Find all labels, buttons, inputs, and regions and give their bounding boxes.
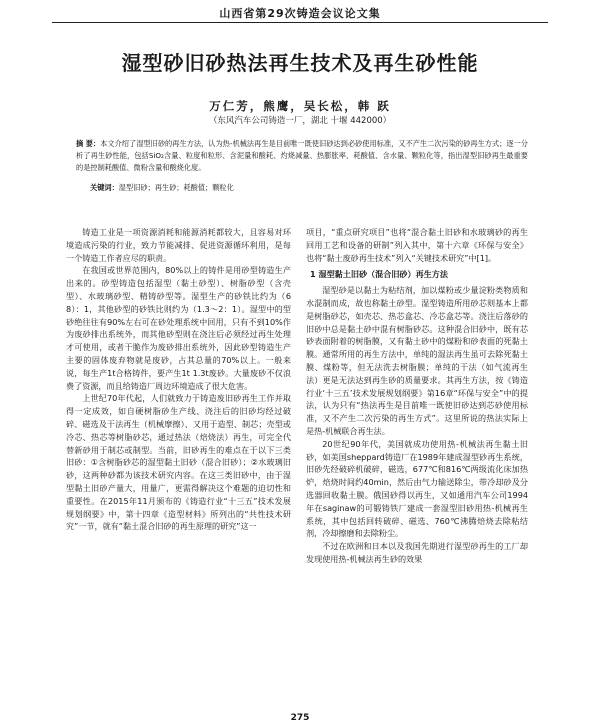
paragraph: 湿型砂是以黏土为粘结剂，加以煤粉或少量淀粉类物质和水混制而成，故也称黏土砂型。湿型铸造所用砂芯则基本上都是树脂砂芯，如壳芯、热芯盒芯、冷芯盒芯等。浇注后落砂的旧砂中总是黏土砂中混有树脂砂芯。这种混合旧砂中，既有芯砂表面附着的树脂膜，又有黏土砂中的煤粉和砂表面的死黏土膜。通常所用的再生方法中，单纯的湿法再生虽可去除死黏土膜、煤粉等，但无法洗去树脂膜；单纯的干法（如气流再生法）更是无法达到再生砂的质量要求。其再生方法，按《铸造行业‘十三五’技术发展规划纲要》第16章“环保与安全”中的提法，认为只有“热法再生是目前唯一既使旧砂达到芯砂使用标准，又不产生二次污染的再生方式”。这里所说的热法实际上是热-机械联合再生法。 <box>306 285 528 436</box>
header-rule <box>52 22 548 23</box>
keywords-label: 关键词： <box>90 183 119 192</box>
abstract-text: 本文介绍了湿型旧砂的再生方法，认为热-机械法再生是目前唯一既使旧砂达到必砂使用标准，又不产生二次污染的砂再生方式；逐一分析了再生砂性能，包括SiO₂含量、粒度和粒形、含泥量和酸耗、灼烧减量、热膨胀率、耗酸值、含水量、颗粒化等，指出湿型旧砂再生最重要的是控制耗酸值、微粉含量和酸烧化度。 <box>76 139 528 172</box>
left-column <box>66 226 291 533</box>
abstract <box>76 138 528 174</box>
paragraph: 上世纪70年代起，人们就致力于铸造废旧砂再生工作并取得一定成效，如自硬树脂砂生产线、浇注后的旧砂均经过破碎、磁选及干法再生（机械摩擦）、又用于造型、制芯；壳型或冷芯、热芯等树脂砂芯，通过热法（焙烧法）再生，可完全代替新砂用于制芯或制型。当前，旧砂再生的难点在于以下三类旧砂：①含树脂砂芯的湿型黏土旧砂（混合旧砂）；②水玻璃旧砂，这两种砂都为该技术研究内容。在这三类旧砂中，由于湿型黏土旧砂产量大，用量广，更需得解决这个难题的迫切性和重要性。在2015年11月颁布的《铸造行业“十三五”技术发展规划纲要》中，第十四章《造型材料》所列出的“共性技术研究”一节，就有“黏土混合旧砂的再生原理的研究”这一 <box>66 393 291 532</box>
paragraph: 20世纪90年代，美国就成功使用热-机械法再生黏土旧砂，如美国sheppard铸造厂在1989年建成湿型砂再生系统，旧砂先经破碎机破碎，磁选，677℃和816℃两级流化床加热炉，焙烧时间约40min，然后由气力输送除尘，带冷却砂及分选器回收黏土膜。俄国砂得以再生，又如通用汽车公司1994年在saginaw的可锻铸铁厂建成一套湿型旧砂用热-机械再生系统，其中包括回转破碎、磁选、760℃沸腾焙烧去除粘结剂，冷却擦磨和去除粉尘。 <box>306 438 528 539</box>
paragraph: 不过在欧洲和日本以及我国先期进行湿型砂再生的工厂却发现使用热-机械法再生砂的效果 <box>306 541 528 564</box>
abstract-label: 摘 要： <box>76 139 101 148</box>
running-header: 山西省第29次铸造会议论文集 <box>219 7 381 20</box>
paragraph: 在我国或世界范围内，80%以上的铸件是用砂型铸造生产出来的。砂型铸造包括湿型（黏土砂型）、树脂砂型（含壳型）、水玻璃砂型、精铸砂型等。湿型生产的砂铁比约为（6 8）：1，其他砂型的砂铁比则约为（1.3～2：1）。湿型中的型砂绝往往有90%左右可在砂处理系统中回用，只有不到10%作为废砂排出系统外，而其他砂型则在浇注后必须经过再生处理才可使用，或者干脆作为废砂排出系统外，因此砂型铸造生产主要的固体废弃物就是废砂，占其总量的70%以上。一般来说，每生产1t合格铸件，要产生1t 1.3t废砂。大量废砂不仅浪费了资源，而且给铸造厂周边环境造成了很大危害。 <box>66 265 291 391</box>
authors: 万仁芳，熊鹰，吴长松，韩 跃 <box>209 99 391 113</box>
page-number: 275 <box>290 713 310 723</box>
paper-title: 湿型砂旧砂热法再生技术及再生砂性能 <box>121 51 479 75</box>
section-heading: 1 湿型黏土旧砂（混合旧砂）再生方法 <box>310 269 448 280</box>
paragraph: 铸造工业是一项资源消耗和能源消耗都较大，且容易对环境造成污染的行业，致力节能减排、促进资源循环利用，是每一个铸造工作者应尽的职责。 <box>66 227 291 263</box>
paragraph: 项目，“重点研究项目”也将“混合黏土旧砂和水玻璃砂的再生回用工艺和设备的研制”列入其中，第十六章《环保与安全》也将“黏土废砂再生技术”列入“关键技术研究”中[1]。 <box>306 227 528 263</box>
affiliation: （东风汽车公司铸造一厂，湖北 十堰 442000） <box>208 116 392 126</box>
keywords <box>90 182 530 194</box>
keywords-text: 湿型旧砂；再生砂；耗酸值；颗粒化 <box>118 183 234 192</box>
right-column <box>306 226 528 566</box>
